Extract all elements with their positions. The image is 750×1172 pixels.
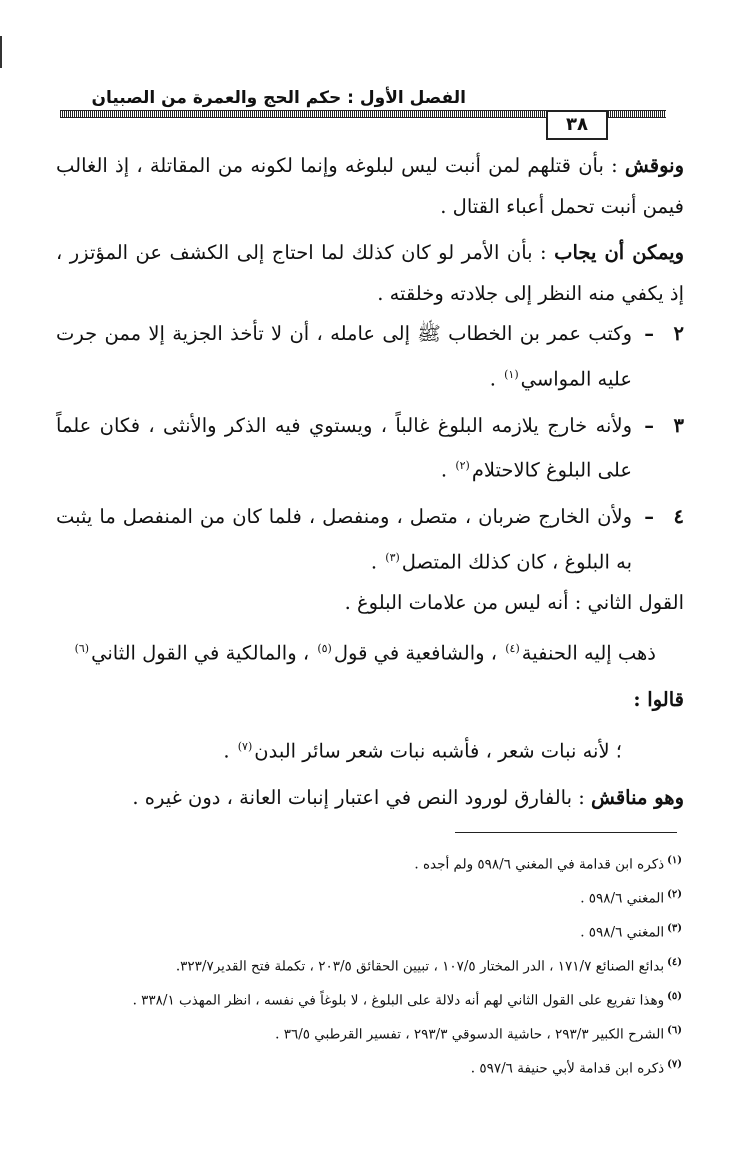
reply-lead: ويمكن أن يجاب [554, 241, 685, 264]
footnote-2: $^{(٢)}$المغني ٥٩٨/٦ . [580, 889, 682, 907]
qalu-heading: قالوا : [633, 688, 684, 711]
page-edge-mark [0, 36, 5, 68]
item-dash: – [644, 413, 654, 437]
footnote-7: $^{(٧)}$ذكره ابن قدامة لأبي حنيفة ٥٩٧/٦ . [470, 1059, 682, 1077]
second-opinion-heading: القول الثاني : أنه ليس من علامات البلوغ . [344, 590, 684, 614]
evidence-item-4 [56, 497, 684, 583]
chapter-title: الفصل الأول : حكم الحج والعمرة من الصبيان [91, 88, 466, 108]
item-text: ولأنه خارج يلازمه البلوغ غالباً ، ويستوي فيه الذكر والأنثى ، فكان علماً على البلوغ كالاحتلام$^{(٢)}$ . [56, 413, 632, 482]
item-number: ٤ [673, 505, 684, 528]
body-text [56, 146, 684, 818]
footnote-ref[interactable]: (٤) [505, 642, 520, 655]
objection-text: : بأن قتلهم لمن أنبت ليس لبلوغه وإنما لكونه من المقاتلة ، إذ الغالب فيمن أنبت تحمل أعباء القتال . [56, 154, 684, 218]
page-number: ٣٨ [546, 110, 608, 140]
reason-paragraph: ؛ لأنه نبات شعر ، فأشبه نبات شعر سائر البدن$^{(٧)}$ . [223, 739, 622, 762]
footnotes [60, 846, 682, 1084]
footnote-4: $^{(٤)}$بدائع الصنائع ١٧١/٧ ، الدر المختار ١٠٧/٥ ، تبيين الحقائق ٢٠٣/٥ ، تكملة فتح القدير٣٢٣/٧. [175, 957, 682, 975]
evidence-item-3 [56, 406, 684, 492]
footnote-5: $^{(٥)}$وهذا تفريع على القول الثاني لهم أنه دلالة على البلوغ ، لا بلوغاً في نفسه ، انظر المهذب ٣٣٨/١ . [132, 991, 682, 1009]
item-number: ٣ [673, 413, 684, 437]
footnote-ref[interactable]: (٣) [385, 550, 400, 564]
item-number: ٢ [673, 322, 684, 345]
footnote-ref[interactable]: (١) [504, 367, 519, 381]
rebuttal-lead: وهو مناقش [590, 785, 684, 809]
footnote-ref[interactable]: (٢) [455, 459, 470, 472]
item-dash: – [644, 322, 654, 345]
adherents-paragraph: ذهب إليه الحنفية$^{(٤)}$ ، والشافعية في قول$^{(٥)}$ ، والمالكية في القول الثاني$^{(٦)}$ [74, 641, 656, 665]
evidence-item-2 [56, 314, 684, 400]
reply-paragraph [56, 233, 684, 314]
item-text: وكتب عمر بن الخطاب ﷺ إلى عامله ، أن لا تأخذ الجزية إلا ممن جرت عليه المواسي$^{(١)}$ . [56, 322, 632, 390]
rebuttal-text: : بالفارق لورود النص في اعتبار إنبات العانة ، دون غيره . [132, 785, 591, 809]
footnote-3: $^{(٣)}$المغني ٥٩٨/٦ . [580, 923, 682, 941]
footnote-separator [455, 832, 677, 833]
rebuttal-paragraph [56, 778, 684, 819]
footnote-ref[interactable]: (٥) [317, 642, 332, 655]
footnote-ref[interactable]: (٧) [237, 739, 253, 753]
objection-paragraph [56, 146, 684, 227]
reply-text: : بأن الأمر لو كان كذلك لما احتاج إلى الكشف عن المؤتزر ، إذ يكفي منه النظر إلى جلادته وخلقته . [56, 241, 684, 305]
objection-lead: ونوقش [624, 154, 684, 177]
item-dash: – [644, 505, 654, 528]
item-text: ولأن الخارج ضربان ، متصل ، ومنفصل ، فلما كان من المنفصل ما يثبت به البلوغ ، كان كذلك المتصل$^{(٣)}$ . [56, 505, 632, 573]
footnote-ref[interactable]: (٦) [74, 642, 90, 655]
footnote-6: $^{(٦)}$الشرح الكبير ٢٩٣/٣ ، حاشية الدسوقي ٢٩٣/٣ ، تفسير القرطبي ٣٦/٥ . [275, 1025, 682, 1043]
footnote-1: $^{(١)}$ذكره ابن قدامة في المغني ٥٩٨/٦ ولم أجده . [414, 855, 682, 873]
